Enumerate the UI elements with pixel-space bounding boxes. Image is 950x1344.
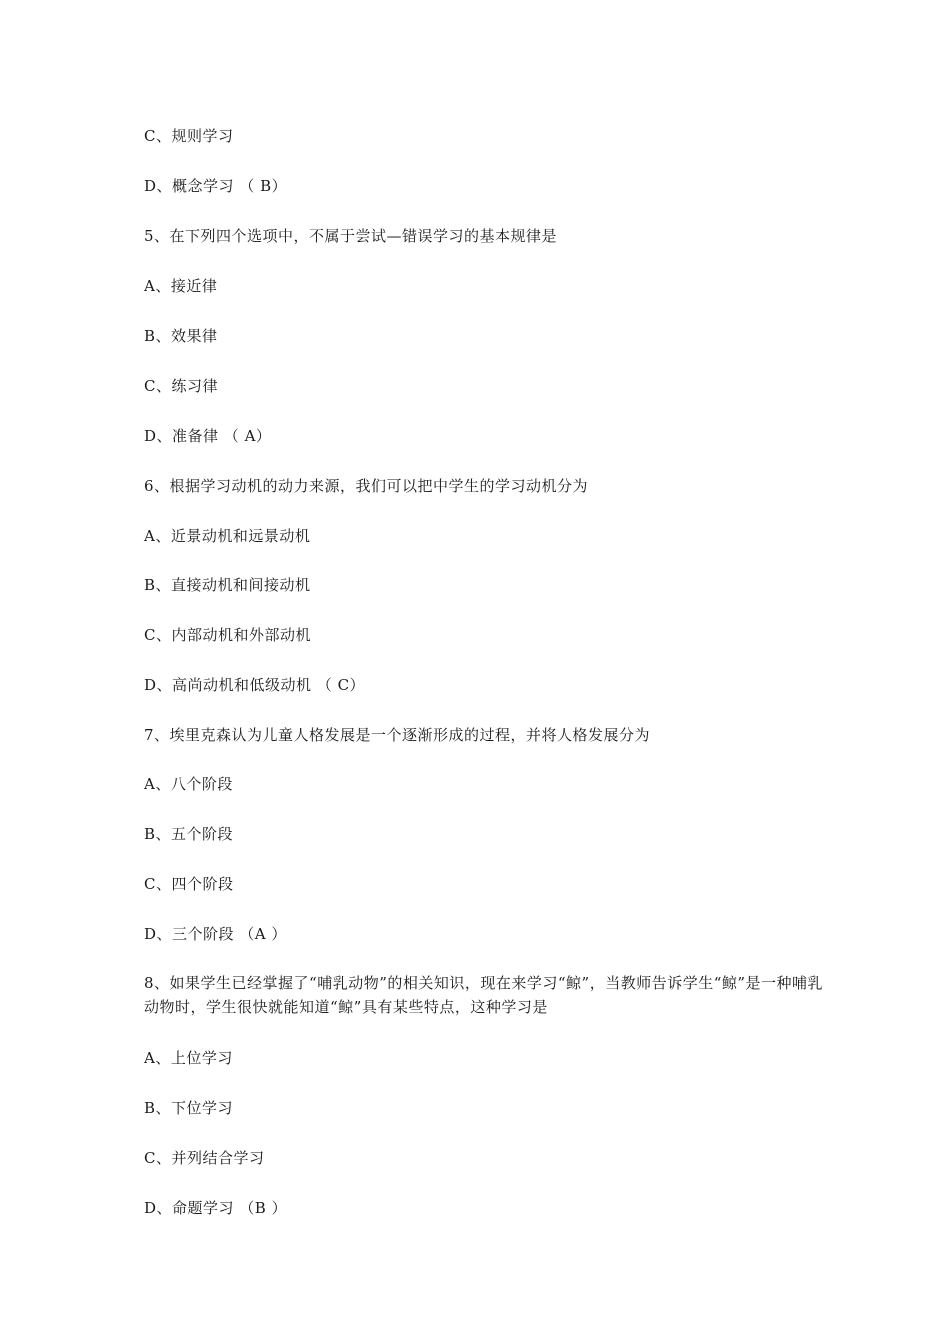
option-d-q7-answer: D、三个阶段 （A ） [144,925,287,943]
option-a-q5: A、接近律 [144,277,218,295]
question-7: 7、埃里克森认为儿童人格发展是一个逐渐形成的过程，并将人格发展分为 [144,726,651,744]
option-c-q5: C、练习律 [144,377,218,395]
question-5: 5、在下列四个选项中，不属于尝试—错误学习的基本规律是 [144,227,558,245]
option-c-q6: C、内部动机和外部动机 [144,626,311,644]
option-a-q7: A、八个阶段 [144,775,233,793]
option-b-q7: B、五个阶段 [144,825,234,843]
option-c-q7: C、四个阶段 [144,875,234,893]
question-8: 8、如果学生已经掌握了“哺乳动物”的相关知识，现在来学习“鲸”，当教师告诉学生“鲸”是一种哺乳动物时，学生很快就能知道“鲸”具有某些特点，这种学习是 [144,974,824,1016]
option-d-q6-answer: D、高尚动机和低级动机 （ C） [144,676,366,694]
option-c-q4: C、规则学习 [144,127,234,145]
option-a-q8: A、上位学习 [144,1049,233,1067]
option-b-q5: B、效果律 [144,327,218,345]
option-a-q6: A、近景动机和远景动机 [144,527,311,545]
option-b-q6: B、直接动机和间接动机 [144,576,311,594]
option-c-q8: C、并列结合学习 [144,1149,265,1167]
option-d-q8-answer: D、命题学习 （B ） [144,1199,288,1217]
option-d-q5-answer: D、准备律 （ A） [144,427,272,445]
option-b-q8: B、下位学习 [144,1099,234,1117]
option-d-q4-answer: D、概念学习 （ B） [144,177,288,195]
question-6: 6、根据学习动机的动力来源，我们可以把中学生的学习动机分为 [144,477,589,495]
